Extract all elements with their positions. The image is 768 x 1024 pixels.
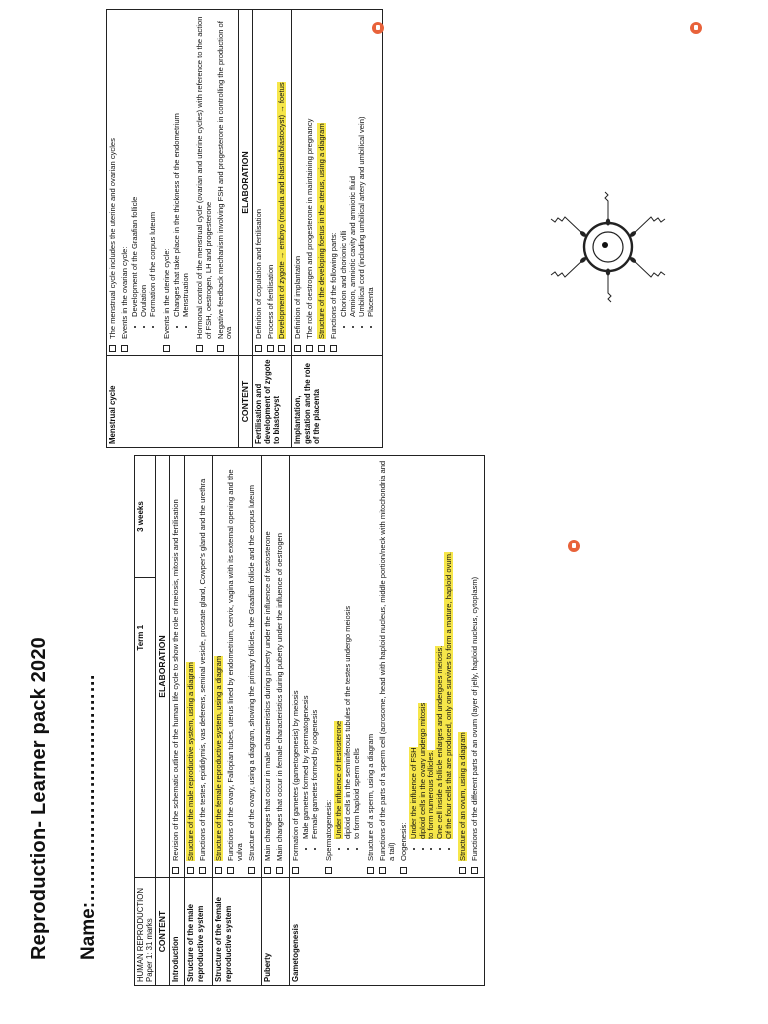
elaboration-cell	[292, 10, 383, 356]
elaboration-cell	[169, 456, 185, 878]
elaboration-text: Main changes that occur in female characteristics during puberty under the influence of oestrogen	[275, 533, 285, 861]
elaboration-text: Structure of an ovum, using a diagram	[458, 732, 468, 861]
elaboration-item	[276, 459, 285, 874]
comment-badge-icon[interactable]	[372, 22, 384, 34]
bullet-text: Ovulation	[138, 284, 148, 317]
content-topic: Introduction	[169, 878, 185, 986]
content-topic: Structure of the male reproductive system	[185, 878, 213, 986]
elaboration-item	[278, 13, 287, 352]
elaboration-item	[163, 13, 193, 352]
table-row	[169, 456, 185, 986]
elaboration-text: The role of oestrogen and progesterone in maintaining pregnancy	[305, 118, 315, 339]
checkbox-icon[interactable]	[255, 345, 262, 352]
bullet-item	[358, 13, 367, 317]
table-row	[290, 456, 485, 986]
elaboration-item	[199, 459, 208, 874]
elaboration-item	[267, 13, 276, 352]
elaboration-text: Structure of the developing foetus in the uterus, using a diagram	[317, 123, 327, 339]
bullet-item	[182, 13, 191, 317]
elaboration-item	[471, 459, 480, 874]
sperm-ovum-illustration	[548, 182, 668, 312]
subject-cell	[135, 878, 156, 986]
checkbox-icon[interactable]	[400, 867, 407, 874]
elaboration-text: The menstrual cycle includes the uterine and ovarian cycles	[108, 138, 117, 339]
elaboration-text: Process of fertilisation	[265, 264, 275, 339]
elaboration-item	[217, 13, 235, 352]
elaboration-cell	[185, 456, 213, 878]
content-heading: CONTENT	[239, 356, 252, 448]
bullet-text: Development of the Graafian follicle	[129, 196, 139, 317]
comment-badge-icon[interactable]	[690, 22, 702, 34]
elaboration-cell	[252, 10, 292, 356]
term-label: Term 1	[135, 578, 156, 698]
elaboration-item	[196, 13, 214, 352]
checkbox-icon[interactable]	[276, 867, 283, 874]
bullet-text: Amnion, amniotic cavity and amniotic fluid	[348, 176, 358, 317]
elaboration-text: Definition of implantation	[293, 255, 303, 339]
elaboration-item	[379, 459, 397, 874]
checkbox-icon[interactable]	[267, 345, 274, 352]
checkbox-icon[interactable]	[215, 867, 222, 874]
bullet-text: to form numerous follicles.	[426, 750, 436, 839]
elaboration-text: Revision of the schematic outline of the human life cycle to show the role of meiosis, mitosis and fertilisation	[170, 499, 180, 861]
bullet-text: Under the influence of testosterone	[333, 720, 343, 839]
elaboration-text: Functions of the testes, epididymis, vas deferens, seminal vesicle, prostate gland, Cowper's gland and the urethra	[198, 478, 208, 861]
elaboration-item	[330, 13, 378, 352]
name-field: Name:………………………………	[78, 673, 99, 960]
checkbox-icon[interactable]	[306, 345, 313, 352]
elaboration-item	[248, 459, 257, 874]
checkbox-icon[interactable]	[172, 867, 179, 874]
content-topic: Gametogenesis	[290, 878, 485, 986]
bullet-text: to form haploid sperm cells	[351, 748, 361, 839]
table-row	[107, 10, 239, 448]
checkbox-icon[interactable]	[109, 345, 116, 352]
elaboration-heading: ELABORATION	[239, 10, 252, 356]
bullet-item	[445, 459, 454, 839]
elaboration-item	[172, 459, 181, 874]
elaboration-item	[121, 13, 160, 352]
elaboration-item	[367, 459, 376, 874]
elaboration-item	[325, 459, 364, 874]
bullet-text: Of the four cells that are produced, only one survives to form a mature, haploid ovum.	[444, 551, 454, 839]
checkbox-icon[interactable]	[196, 345, 203, 352]
bullet-item	[131, 13, 140, 317]
elaboration-text: Development of zygote → embryo (morula and blastula/blastocyst) → foetus	[277, 82, 287, 339]
elaboration-cell	[107, 10, 239, 356]
checkbox-icon[interactable]	[471, 867, 478, 874]
elaboration-heading: ELABORATION	[156, 456, 169, 878]
elaboration-text: Negative feedback mechanism involving FSH and progesterone in controlling the production of ova	[215, 21, 234, 339]
document-title: Reproduction- Learner pack 2020	[28, 637, 50, 960]
elaboration-text: Oogenesis:	[398, 822, 408, 861]
elaboration-text: Hormonal control of the menstrual cycle (ovarian and uterine cycles) with reference to the action of FSH, oestrogen, LH and progesterone	[194, 16, 213, 339]
checkbox-icon[interactable]	[248, 867, 255, 874]
elaboration-text: Structure of the ovary, using a diagram, showing the primary follicles, the Graafian follicle and the corpus luteum	[247, 485, 257, 861]
subject-label: HUMAN REPRODUCTION	[136, 888, 145, 982]
column-header-row	[156, 456, 169, 986]
bullet-text: Umbilical cord (including umbilical artery and umbilical vein)	[357, 116, 367, 317]
table-row	[292, 10, 383, 448]
bullet-text: Chorion and chorionic villi	[339, 230, 349, 317]
right-curriculum-table	[106, 9, 383, 448]
paper-label: Paper 1: 31 marks	[145, 918, 155, 982]
elaboration-item	[306, 13, 315, 352]
checkbox-icon[interactable]	[330, 345, 337, 352]
elaboration-text: Structure of the male reproductive system, using a diagram	[186, 662, 196, 861]
content-topic: Implantation, gestation and the role of the placenta	[292, 356, 383, 448]
bullet-text: diploid cells in the ovary undergo mitosis	[417, 702, 427, 839]
elaboration-item	[227, 459, 245, 874]
bullet-text: Changes that take place in the thickness of the endometrium	[171, 113, 181, 317]
elaboration-cell	[213, 456, 262, 878]
checkbox-icon[interactable]	[163, 345, 170, 352]
elaboration-text: Functions of the ovary, Fallopian tubes, uterus lined by endometrium, cervix, vagina with its external opening and the vulva	[226, 469, 245, 861]
elaboration-text: Events in the ovarian cycle:	[119, 246, 129, 339]
elaboration-text: Events in the uterine cycle:	[161, 248, 171, 339]
bullet-text: One cell inside a follicle enlarges and undergoes meiosis.	[435, 645, 445, 839]
elaboration-cell	[290, 456, 485, 878]
column-header-row	[239, 10, 252, 448]
table-row	[213, 456, 262, 986]
elaboration-cell	[262, 456, 290, 878]
bullet-item	[311, 459, 320, 839]
bullet-item	[367, 13, 376, 317]
checkbox-icon[interactable]	[318, 345, 325, 352]
bullet-text: diploid cells in the seminiferous tubules of the testes undergo meiosis	[342, 605, 352, 839]
bullet-text: Placenta	[366, 287, 376, 317]
elaboration-item	[294, 13, 303, 352]
checkbox-icon[interactable]	[217, 345, 224, 352]
checkbox-icon[interactable]	[227, 867, 234, 874]
checkbox-icon[interactable]	[121, 345, 128, 352]
checkbox-icon[interactable]	[367, 867, 374, 874]
elaboration-text: Definition of copulation and fertilisation	[253, 208, 263, 339]
bullet-text: Menstruation	[180, 273, 190, 317]
bullet-item	[173, 13, 182, 317]
content-heading: CONTENT	[156, 878, 169, 986]
elaboration-item	[109, 13, 118, 352]
elaboration-item	[400, 459, 457, 874]
elaboration-text: Spermatogenesis:	[323, 799, 333, 861]
table-row	[185, 456, 213, 986]
elaboration-item	[187, 459, 196, 874]
elaboration-text: Structure of a sperm, using a diagram	[365, 733, 375, 861]
elaboration-item	[215, 459, 224, 874]
table-row	[262, 456, 290, 986]
elaboration-text: Functions of the different parts of an ovum (layer of jelly, haploid nucleus, cytoplasm)	[470, 576, 480, 861]
checkbox-icon[interactable]	[379, 867, 386, 874]
checkbox-icon[interactable]	[199, 867, 206, 874]
content-topic: Fertilisation and development of zygote to blastocyst	[252, 356, 292, 448]
table-header-row	[135, 456, 156, 986]
checkbox-icon[interactable]	[292, 867, 299, 874]
elaboration-text: Functions of the following parts:	[329, 232, 339, 339]
checkbox-icon[interactable]	[278, 345, 285, 352]
bullet-text: Female gametes formed by oogenesis	[310, 709, 319, 839]
content-topic: Menstrual cycle	[107, 356, 239, 448]
table-row	[252, 10, 292, 448]
elaboration-item	[255, 13, 264, 352]
checkbox-icon[interactable]	[187, 867, 194, 874]
weeks-label: 3 weeks	[135, 456, 156, 578]
elaboration-item	[264, 459, 273, 874]
elaboration-text: Main changes that occur in male characteristics during puberty under the influence of testosterone	[263, 531, 273, 861]
checkbox-icon[interactable]	[294, 345, 301, 352]
content-topic: Puberty	[262, 878, 290, 986]
bullet-text: Male gametes formed by spermatogenesis	[301, 695, 311, 839]
left-curriculum-table	[134, 455, 485, 986]
checkbox-icon[interactable]	[459, 867, 466, 874]
bullet-text: Under the influence of FSH	[408, 747, 418, 839]
comment-badge-icon[interactable]	[568, 540, 580, 552]
elaboration-item	[459, 459, 468, 874]
content-topic: Structure of the female reproductive system	[213, 878, 262, 986]
bullet-item	[353, 459, 362, 839]
elaboration-item	[318, 13, 327, 352]
checkbox-icon[interactable]	[264, 867, 271, 874]
checkbox-icon[interactable]	[325, 867, 332, 874]
bullet-text: Formation of the corpus luteum	[147, 211, 157, 317]
elaboration-item	[292, 459, 322, 874]
elaboration-text: Functions of the parts of a sperm cell (acrosome, head with haploid nucleus, middle portion/neck with mitochondria and a tail)	[377, 460, 396, 861]
bullet-item	[149, 13, 158, 317]
elaboration-text: Formation of gametes (gametogenesis) by meiosis	[291, 690, 301, 861]
elaboration-text: Structure of the female reproductive system, using a diagram	[214, 655, 224, 861]
